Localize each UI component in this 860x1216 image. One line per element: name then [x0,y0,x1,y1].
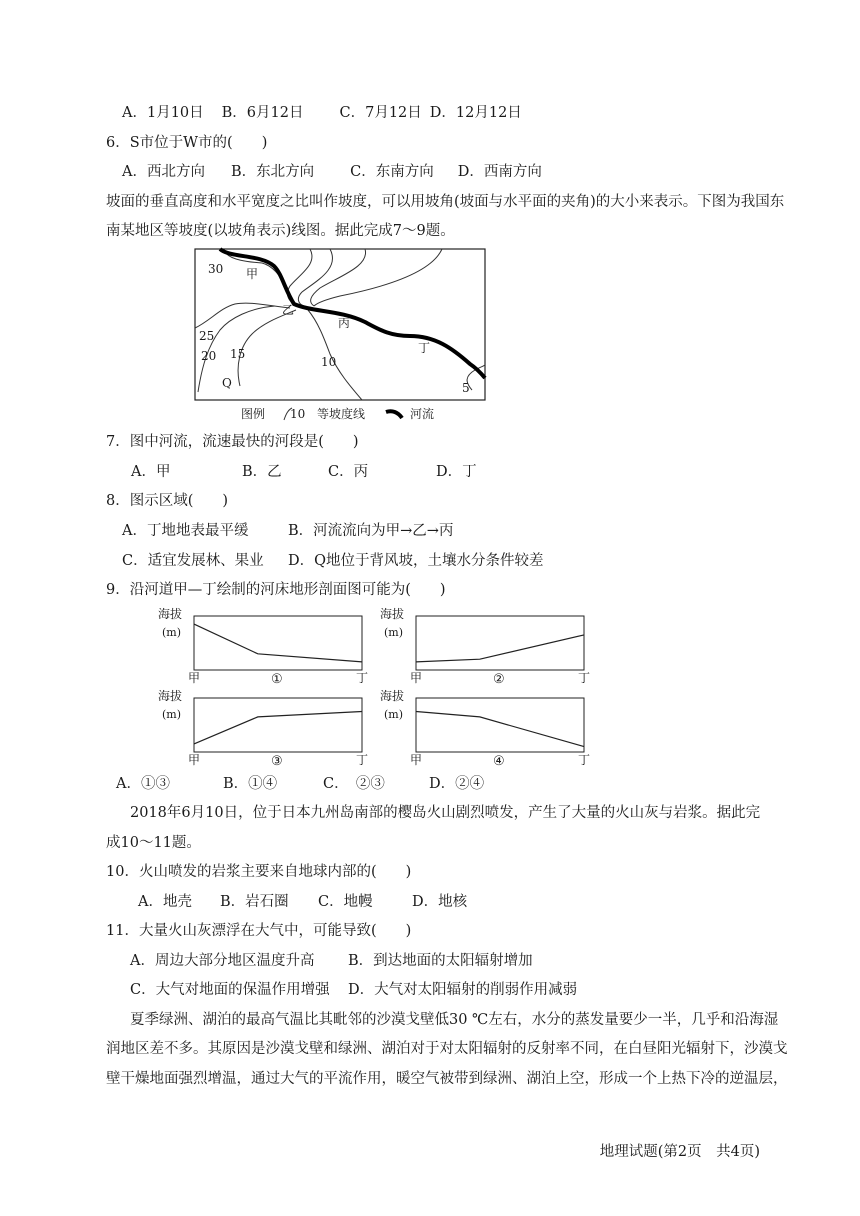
q6-option-b: B．东北方向 [230,164,315,180]
label-jia: 甲 [246,267,259,281]
profile-start-label: 甲 [410,671,423,685]
profile-frame [194,698,362,752]
page-footer: 地理试题(第2页 共4页) [599,1144,760,1160]
profile-number: ② [493,672,505,687]
passage-line2: 润地区差不多。其原因是沙漠戈壁和绿洲、湖泊对于对太阳辐射的反射率不同，在白昼阳光辐射下，沙漠戈 [106,1041,788,1057]
label-c25: 25 [199,329,215,343]
label-c10: 10 [321,355,337,369]
legend-contour-value: 10 [290,407,306,421]
q9-option-c: C． ②③ [323,776,385,792]
q11-option-c: C．大气对地面的保温作用增强 [130,982,330,998]
label-c30: 30 [208,262,224,276]
q10-options [138,892,467,912]
label-c15: 15 [230,347,246,361]
contour-line [195,303,290,328]
profile-ylabel: 海拔 [380,689,405,703]
profile-yunit: (m) [162,626,182,639]
q10-option-d: D．地核 [412,894,468,910]
profile-start-label: 甲 [188,753,201,767]
intro-10-11-line2: 成10～11题。 [106,835,201,851]
q6-option-c: C．东南方向 [350,164,434,180]
profile-frame [416,698,584,752]
q8-option-b: B．河流流向为甲→乙→丙 [288,523,454,539]
q8-option-a: A．丁地地表最平缓 [122,523,249,539]
q11-options-row1 [130,951,533,971]
profile-start-label: 甲 [188,671,201,685]
q6-stem: 6．S市位于W市的( ) [106,135,268,151]
q11-option-b: B．到达地面的太阳辐射增加 [348,953,533,969]
profile-line [416,635,584,662]
q8-stem: 8．图示区域( ) [106,493,229,509]
q7-option-a: A．甲 [131,464,171,480]
q10-option-c: C．地幔 [318,894,373,910]
q9-options [116,774,484,794]
q11-option-a: A．周边大部分地区温度升高 [130,953,315,969]
q7-stem: 7．图中河流，流速最快的河段是( ) [106,434,359,450]
label-q: Q [222,376,232,390]
contour-line [298,249,332,306]
profile-line [194,624,362,662]
profile-ylabel: 海拔 [380,607,405,621]
profile-frame [194,616,362,670]
q9-stem: 9．沿河道甲—丁绘制的河床地形剖面图可能为( ) [106,582,446,598]
profile-end-label: 丁 [356,753,369,767]
label-ding: 丁 [418,341,431,355]
q10-option-b: B．岩石圈 [220,894,289,910]
q6-option-d: D．西南方向 [457,164,542,180]
contour-line [311,249,366,306]
intro-7-9-line2: 南某地区等坡度(以坡角表示)线图。据此完成7～9题。 [106,223,455,239]
profile-end-label: 丁 [356,671,369,685]
profile-number: ③ [271,754,283,768]
q6-options [122,162,542,182]
profile-frame [416,616,584,670]
q8-option-c: C．适宜发展林、果业 [122,553,264,569]
q10-stem: 10．火山喷发的岩浆主要来自地球内部的( ) [106,864,412,880]
q11-stem: 11．大量火山灰漂浮在大气中，可能导致( ) [106,923,412,939]
profile-yunit: (m) [384,626,404,639]
q5-options [122,103,522,123]
profile-line [194,712,362,744]
profile-end-label: 丁 [578,753,591,767]
passage-line1: 夏季绿洲、湖泊的最高气温比其毗邻的沙漠戈壁低30 ℃左右，水分的蒸发量要少一半，几乎和沿海湿 [130,1012,779,1028]
label-c20: 20 [201,349,217,363]
q5-option-c: C．7月12日 [339,105,422,121]
q7-options [131,462,477,482]
q5-option-b: B．6月12日 [221,105,304,121]
contour-line [314,249,442,306]
intro-10-11-line1: 2018年6月10日，位于日本九州岛南部的樱岛火山剧烈喷发，产生了大量的火山灰与岩浆。据此完 [130,805,761,821]
profile-end-label: 丁 [578,671,591,685]
intro-7-9-line1: 坡面的垂直高度和水平宽度之比叫作坡度，可以用坡角(坡面与水平面的夹角)的大小来表示。下图为我国东 [106,194,785,210]
profile-yunit: (m) [162,708,182,721]
profile-charts [150,604,600,768]
q7-option-c: C．丙 [328,464,369,480]
legend-title: 图例 [241,407,266,421]
q8-options-row1 [122,521,453,541]
profile-ylabel: 海拔 [158,689,183,703]
profile-number: ① [271,672,283,687]
q11-options-row2 [130,980,577,1000]
passage-line3: 壁干燥地面强烈增温，通过大气的平流作用，暖空气被带到绿洲、湖泊上空，形成一个上热下冷的逆温层， [106,1071,788,1087]
legend-contour-text: 等坡度线 [317,407,366,421]
profile-ylabel: 海拔 [158,607,183,621]
label-bing: 丙 [338,316,351,330]
q8-options-row2 [122,551,544,571]
q9-option-d: D．②④ [429,776,485,792]
q10-option-a: A．地壳 [138,894,192,910]
contour-line [238,310,296,386]
profile-line [416,712,584,747]
river-line [220,249,485,378]
q6-option-a: A．西北方向 [122,164,205,180]
profile-number: ④ [493,754,505,768]
q7-option-b: B．乙 [242,464,282,480]
q8-option-d: D．Q地位于背风坡，土壤水分条件较差 [288,553,544,569]
label-c5: 5 [462,381,470,395]
profile-start-label: 甲 [410,753,423,767]
q11-option-d: D．大气对太阳辐射的削弱作用减弱 [348,982,578,998]
q7-option-d: D．丁 [436,464,477,480]
legend-river-text: 河流 [410,407,435,421]
q5-option-a: A．1月10日 [122,105,204,121]
profile-yunit: (m) [384,708,404,721]
legend-river-symbol [386,411,402,418]
q5-option-d: D．12月12日 [429,105,522,121]
q9-option-b: B．①④ [223,776,278,792]
q9-option-a: A．①③ [116,776,170,792]
slope-contour-map [190,246,490,428]
label-yi: 乙 [282,303,295,317]
